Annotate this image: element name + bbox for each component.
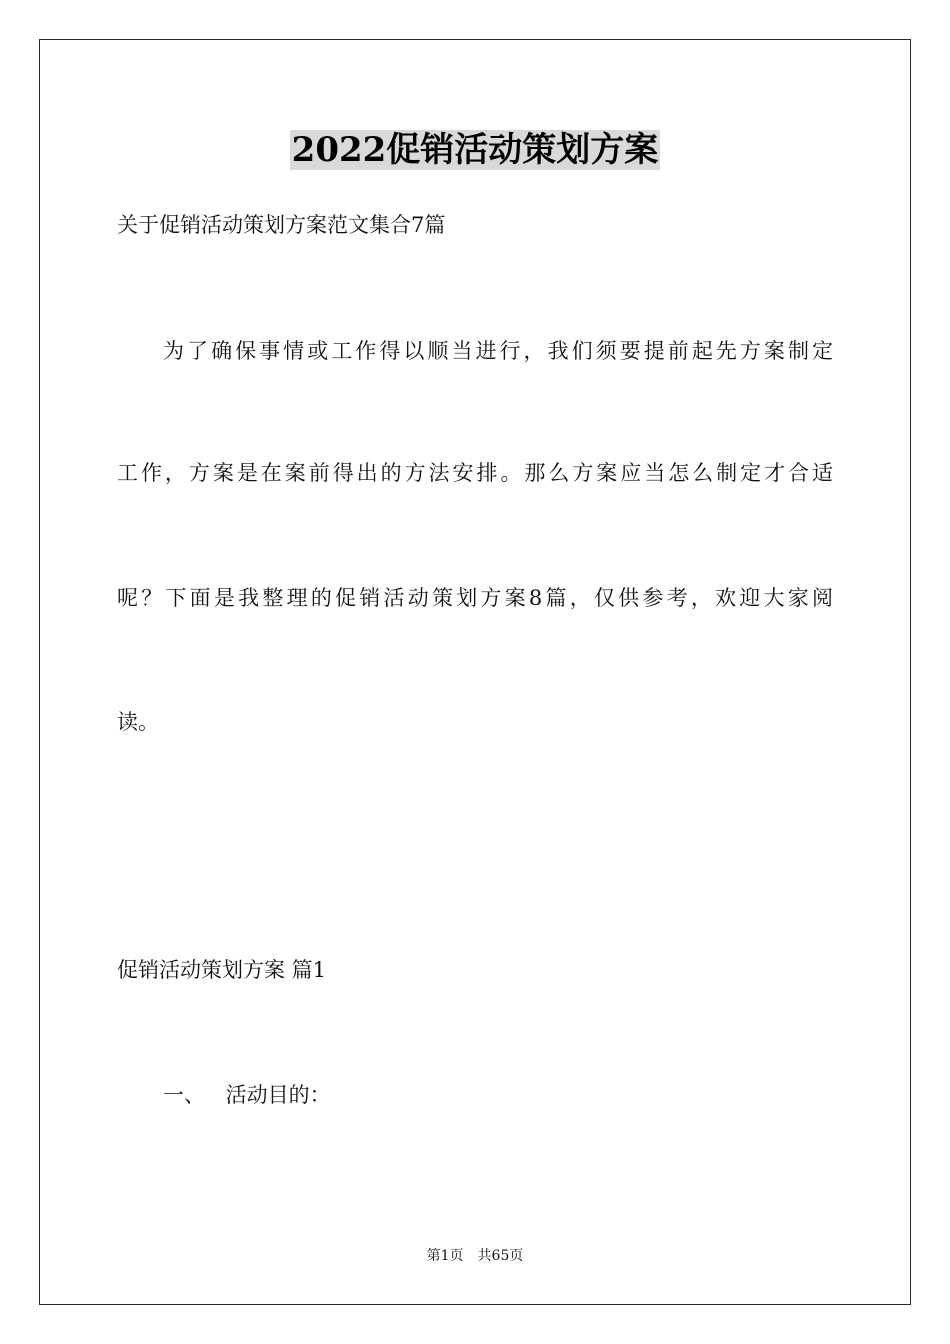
intro-line-2: 工作，方案是在案前得出的方法安排。那么方案应当怎么制定才合适	[117, 461, 833, 485]
intro-line-3: 呢？下面是我整理的促销活动策划方案8篇，仅供参考，欢迎大家阅	[117, 586, 833, 610]
intro-line-1: 为了确保事情或工作得以顺当进行，我们须要提前起先方案制定	[163, 339, 833, 363]
section-heading: 促销活动策划方案 篇1	[117, 958, 327, 982]
page-footer: 第1页 共65页	[426, 1248, 524, 1264]
document-title-text: 2022促销活动策划方案	[291, 130, 659, 170]
item-heading: 一、 活动目的：	[163, 1083, 331, 1107]
document-subtitle: 关于促销活动策划方案范文集合7篇	[117, 213, 446, 237]
document-title	[0, 126, 950, 174]
intro-line-4: 读。	[117, 710, 159, 734]
